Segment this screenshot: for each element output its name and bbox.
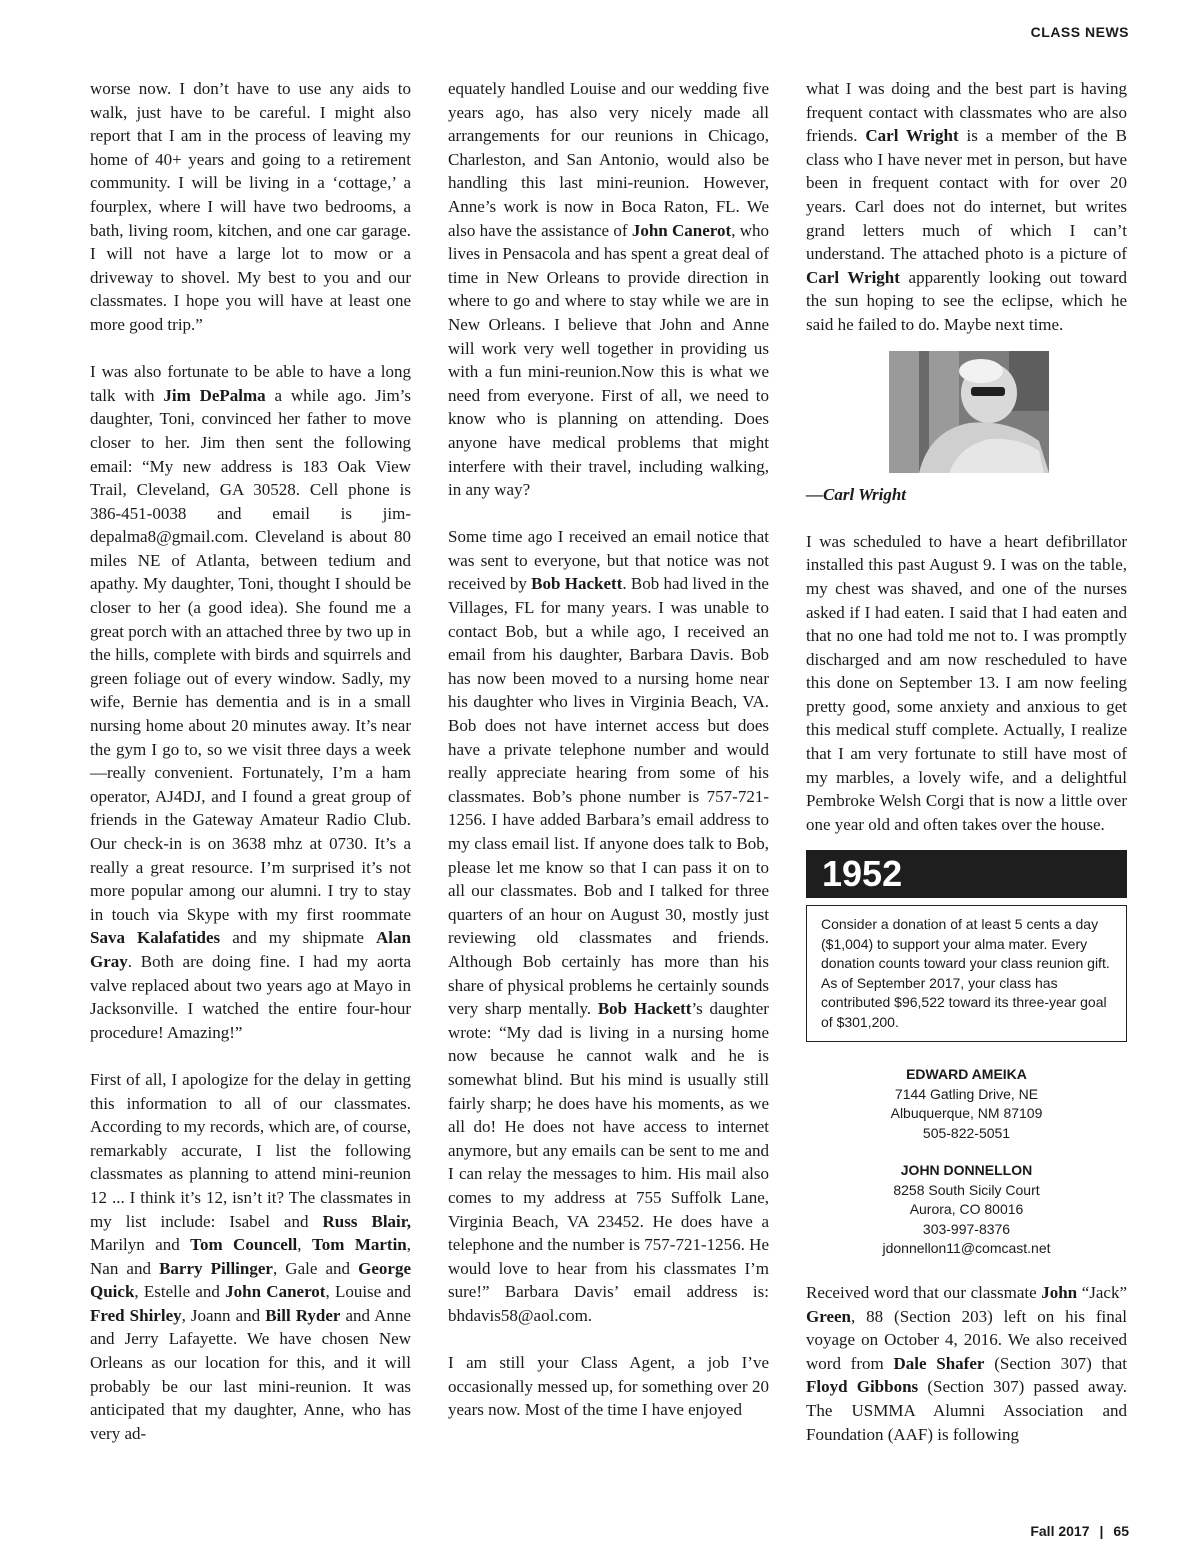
text-run: (Section 307) that [984,1353,1128,1373]
contact-name: EDWARD AMEIKA [906,1066,1027,1083]
classmate-name: John Canerot [225,1282,326,1302]
classmate-name: John Canerot [631,220,732,240]
text-run: worse now. I don’t have to use any aids to walk, just have to be careful. I might also report that I am in the process of leaving my home of 40+ years and going to a retirement community. I will be living in a ‘cottage,’ a fourplex, where I will have two bedrooms, a bath, living room, kitchen, and one car garage. I will not have a large lot to mow or a driveway to shovel. My best to you and our classmates. I hope you will have at least one more good trip.” [90,79,411,334]
classmate-name: Floyd Gibbons [806,1377,919,1397]
carl-wright-photo [889,351,1049,473]
col1-paragraph-3 [90,1068,411,1446]
column-3 [806,77,1127,1446]
contact-city-line: Albuquerque, NM 87109 [890,1105,1043,1122]
page-footer [1030,1523,1129,1539]
col2-paragraph-2 [448,525,769,1327]
footer-separator: | [1099,1523,1104,1539]
col2-paragraph-1 [448,77,769,502]
classmate-name: Alan Gray [90,928,411,971]
text-run: (Section 307) passed away. The USMMA Alumni Association and Foundation (AAF) is following [806,1377,1127,1444]
classmate-name: Tom Martin [311,1235,407,1255]
contact-name: JOHN DONNELLON [900,1162,1033,1179]
col1-paragraph-2 [90,360,411,1044]
col3-paragraph-1 [806,77,1127,337]
col3-paragraph-3 [806,1281,1127,1446]
issue-label: Fall 2017 [1030,1523,1090,1539]
text-run: , who lives in Pensacola and has spent a great deal of time in New Orleans to provide direction in where to go and where to stay while we are in New Orleans. I believe that John and Anne will work very well together in providing us with a fun mini-reunion.Now this is what we need from everyone. First of all, we need to know who is planning on attending. Does anyone have medical problems that might interfere with their travel, including walking, in any way? [448,220,769,500]
text-run: Received word that our classmate [806,1282,1042,1302]
classmate-name: Carl Wright [865,126,959,146]
classmate-name: Dale Shafer [893,1353,985,1373]
text-run: equately handled Louise and our wedding five years ago, has also very nicely made all arrangements for our reunions in Chicago, Charleston, and San Antonio, would also be handling this last mini-reunion. However, Anne’s work is now in Boca Raton, FL. We also have the assistance of [448,79,769,240]
text-run: , 88 (Section 203) left on his final voyage on October 4, 2016. We also received word from [806,1306,1127,1373]
text-run: , Louise and [325,1282,411,1302]
text-run: “Jack” [1077,1282,1127,1302]
section-title: CLASS NEWS [1030,24,1129,40]
contact-john-donnellon [806,1161,1127,1259]
text-run: , Gale and [272,1258,359,1278]
classmate-name: Sava Kalafatides [90,928,221,948]
text-run: I was scheduled to have a heart defibrillator installed this past August 9. I was on the table, my chest was shaved, and one of the nurses asked if I had eaten. I said that I had eaten and that no one had told me not to. I was promptly discharged and am now rescheduled to have this done on September 13. I am now feeling pretty good, some anxiety and anxious to get this medical stuff complete. Actually, I realize that I am very fortunate to still have most of my marbles, a lovely wife, and a delightful Pembroke Welsh Corgi that is now a little over one year old and often takes over the house. [806,531,1127,834]
classmate-name: Bob Hackett [597,999,692,1019]
text-run: Marilyn and [90,1235,191,1255]
contact-phone: 303-997-8376 [922,1220,1011,1237]
text-run: and my shipmate [220,928,377,948]
photo-illustration [889,351,1049,473]
classmate-name: George Quick [90,1258,411,1302]
text-run: . Bob had lived in the Villages, FL for many years. I was unable to contact Bob, but a while ago, I received an email from his daughter, Barbara Davis. Bob has now been moved to a nursing home near his daughter who lives in Virginia Beach, VA. Bob does not have internet access but does have a private telephone number and would really appreciate hearing from some of his classmates. Bob’s phone number is 757-721-1256. I have added Barbara’s email address to my class email list. If anyone does talk to Bob, please let me know so that I can pass it on to all our classmates. Bob and I talked for three quarters of an hour on August 30, mostly just reviewing old classmates and friends. Although Bob certainly has more than his share of physical problems he certainly sounds very sharp mentally. [448,574,769,1019]
text-run: apparently looking out toward the sun hoping to see the eclipse, which he said he failed to do. Maybe next time. [806,267,1127,334]
col1-paragraph-1 [90,77,411,337]
text-run: First of all, I apologize for the delay in getting this information to all of our classmates. According to my records, which are, of course, remarkably accurate, I list the following classmates as planning to attend mini-reunion 12 ... I think it’s 12, isn’t it? The classmates in my list include: Isabel and [90,1069,411,1231]
contact-city-line: Aurora, CO 80016 [909,1201,1024,1218]
text-run: is a member of the B class who I have never met in person, but have been in frequent contact with for over 20 years. Carl does not do internet, but writes grand letters much of which I can’t understand. The attached photo is a picture of [806,126,1127,264]
text-run: and Anne and Jerry Lafayette. We have chosen New Orleans as our location for this, and it will probably be our last mini-reunion. It was anticipated that my daughter, Anne, who has very ad- [90,1305,411,1443]
text-run: I was also fortunate to be able to have a long talk with [90,362,411,405]
classmate-name: John [1041,1282,1078,1302]
text-run: I am still your Class Agent, a job I’ve occasionally messed up, for something over 20 years now. Most of the time I have enjoyed [448,1353,769,1420]
column-1 [90,77,411,1445]
classmate-name: Jim DePalma [163,385,266,405]
text-run: , Joann and [181,1305,266,1325]
text-run: a while ago. Jim’s daughter, Toni, convinced her father to move closer to her. Jim then sent the following email: “My new address is 183 Oak View Trail, Cleveland, GA 30528. Cell phone is 386-451-0038 and email is jim-depalma8@gmail.com. Cleveland is about 80 miles NE of Atlanta, between tedium and apathy. My daughter, Toni, thought I should be closer to her (a good idea). She found me a great porch with an attached three by two up in the hills, complete with birds and squirrels and green foliage out of every window. Sadly, my wife, Bernie has dementia and is in a small nursing home about 20 minutes away. It’s near the gym I go to, so we visit three days a week—really convenient. Fortunately, I’m a ham operator, AJ4DJ, and I found a great group of friends in the Gateway Amateur Radio Club. Our check-in is on 3638 mhz at 0730. It’s a really a great resource. I’m surprised it’s not more popular among our alumni. I try to stay in touch via Skype with my first roommate [90,385,412,924]
class-year-banner: 1952 [806,850,1127,898]
text-run: what I was doing and the best part is having frequent contact with classmates who are also friends. [806,79,1127,146]
donation-box: Consider a donation of at least 5 cents a day ($1,004) to support your alma mater. Every donation counts toward your class reunion gift. As of September 2017, your class has contributed $96,522 toward its three-year goal of $301,200. [806,905,1127,1042]
contact-email: jdonnellon11@comcast.net [882,1240,1051,1257]
classmate-name: Fred Shirley [90,1305,182,1325]
text-run: ’s daughter wrote: “My dad is living in a nursing home now because he cannot walk and he is somewhat blind. But his mind is usually still fairly sharp; he does have his moments, as we all do! He does not have access to internet anymore, but any emails can be sent to me and I can relay the messages to him. His mail also comes to my address at 755 Suffolk Lane, Virginia Beach, VA 23452. He does have a telephone and the number is 757-721-1256. He would love to hear from his classmates I’m sure!” Barbara Davis’ email address is: bhdavis58@aol.com. [448,999,769,1325]
page-number: 65 [1113,1523,1129,1539]
text-run: , [297,1235,312,1255]
classmate-name: Bill Ryder [265,1305,341,1325]
col3-paragraph-2 [806,530,1127,837]
classmate-name: Barry Pillinger [159,1258,273,1278]
text-run: . Both are doing fine. I had my aorta valve replaced about two years ago at Mayo in Jacksonville. I watched the entire four-hour procedure! Amazing!” [90,951,411,1042]
classmate-name: Tom Councell [190,1235,298,1255]
text-run: Some time ago I received an email notice that was sent to everyone, but that notice was not received by [448,527,769,594]
text-run: , Nan and [90,1235,411,1278]
text-run: , Estelle and [134,1282,226,1302]
classmate-name: Green [806,1306,852,1326]
col2-paragraph-3 [448,1351,769,1422]
classmate-name: Russ Blair, [322,1211,412,1231]
photo-caption: —Carl Wright [806,484,906,504]
contact-edward-ameika [806,1065,1127,1143]
contact-address-line: 7144 Gatling Drive, NE [894,1085,1039,1102]
column-2 [448,77,769,1422]
contact-address-line: 8258 South Sicily Court [893,1181,1040,1198]
classmate-name: Carl Wright [806,267,900,287]
contact-phone: 505-822-5051 [922,1124,1011,1141]
classmate-name: Bob Hackett [531,574,623,594]
